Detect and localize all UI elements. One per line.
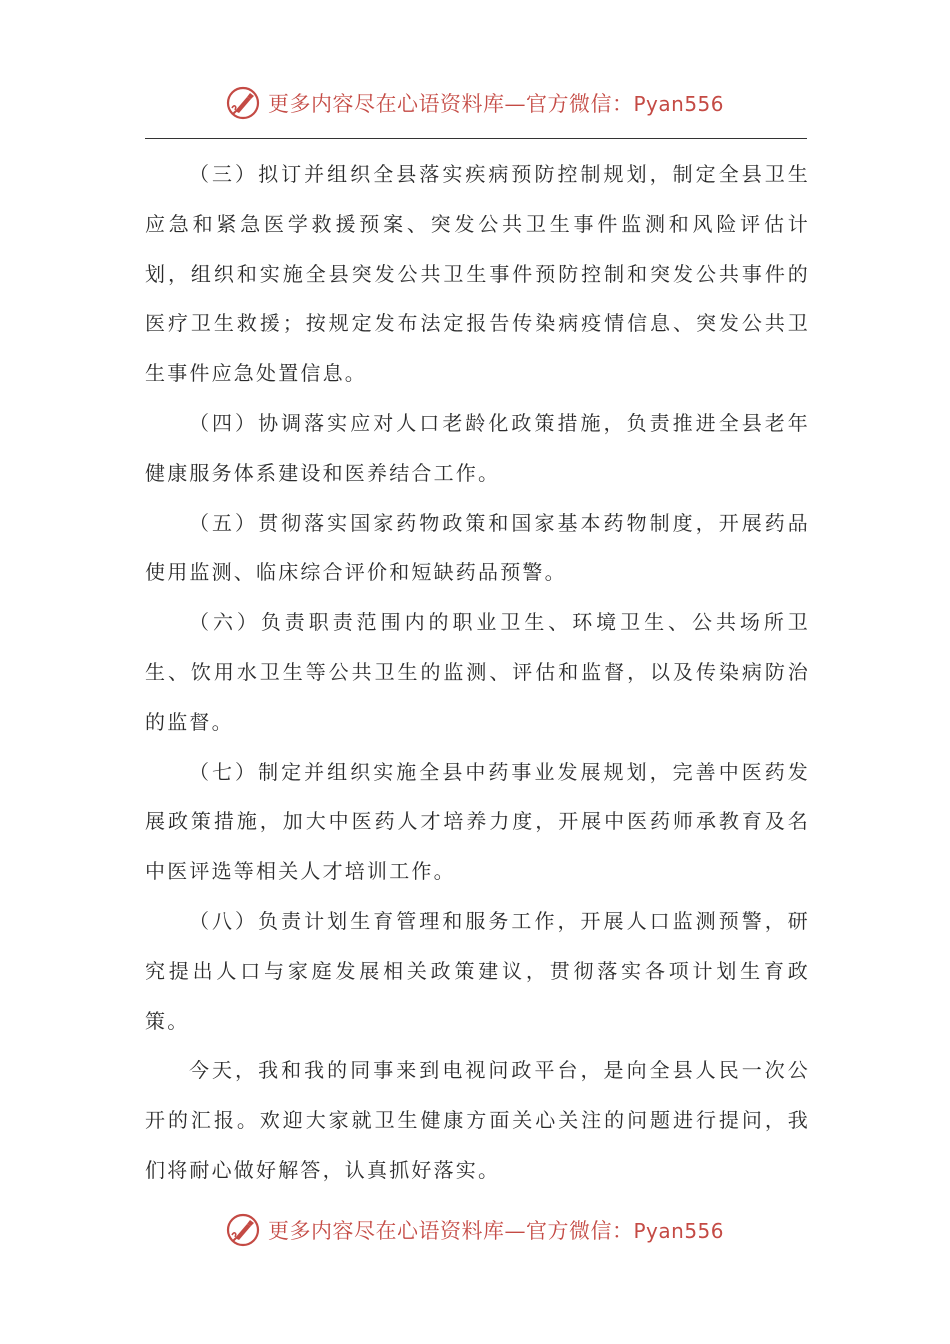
wechat-id: Pyan556 [633, 92, 724, 116]
wechat-id: Pyan556 [633, 1219, 724, 1243]
pen-nib-logo-icon [226, 86, 260, 120]
paragraph: （七）制定并组织实施全县中药事业发展规划，完善中医药发展政策措施，加大中医药人才培养力度，开展中医药师承教育及名中医评选等相关人才培训工作。 [145, 759, 810, 884]
paragraph: 今天，我和我的同事来到电视问政平台，是向全县人民一次公开的汇报。欢迎大家就卫生健康方面关心关注的问题进行提问，我们将耐心做好解答，认真抓好落实。 [145, 1058, 810, 1182]
header-divider [145, 138, 807, 139]
banner-slogan: 更多内容尽在心语资料库—官方微信： [267, 1219, 634, 1243]
paragraph: （八）负责计划生育管理和服务工作，开展人口监测预警，研究提出人口与家庭发展相关政策建议，贯彻落实各项计划生育政策。 [145, 908, 810, 1033]
footer-banner-text [268, 1215, 724, 1245]
paragraph: （六）负责职责范围内的职业卫生、环境卫生、公共场所卫生、饮用水卫生等公共卫生的监测、评估和监督，以及传染病防治的监督。 [145, 610, 810, 734]
header-banner [0, 78, 950, 128]
paragraph: （四）协调落实应对人口老龄化政策措施，负责推进全县老年健康服务体系建设和医养结合工作。 [145, 410, 810, 485]
banner-slogan: 更多内容尽在心语资料库—官方微信： [267, 92, 634, 116]
pen-nib-logo-icon [226, 1213, 260, 1247]
header-banner-text [268, 88, 724, 118]
footer-banner [0, 1205, 950, 1255]
paragraph: （五）贯彻落实国家药物政策和国家基本药物制度，开展药品使用监测、临床综合评价和短缺药品预警。 [145, 510, 810, 585]
document-body [145, 150, 810, 1196]
paragraph: （三）拟订并组织全县落实疾病预防控制规划，制定全县卫生应急和紧急医学救援预案、突发公共卫生事件监测和风险评估计划，组织和实施全县突发公共卫生事件预防控制和突发公共事件的医疗卫生救援；按规定发布法定报告传染病疫情信息、突发公共卫生事件应急处置信息。 [145, 162, 810, 386]
